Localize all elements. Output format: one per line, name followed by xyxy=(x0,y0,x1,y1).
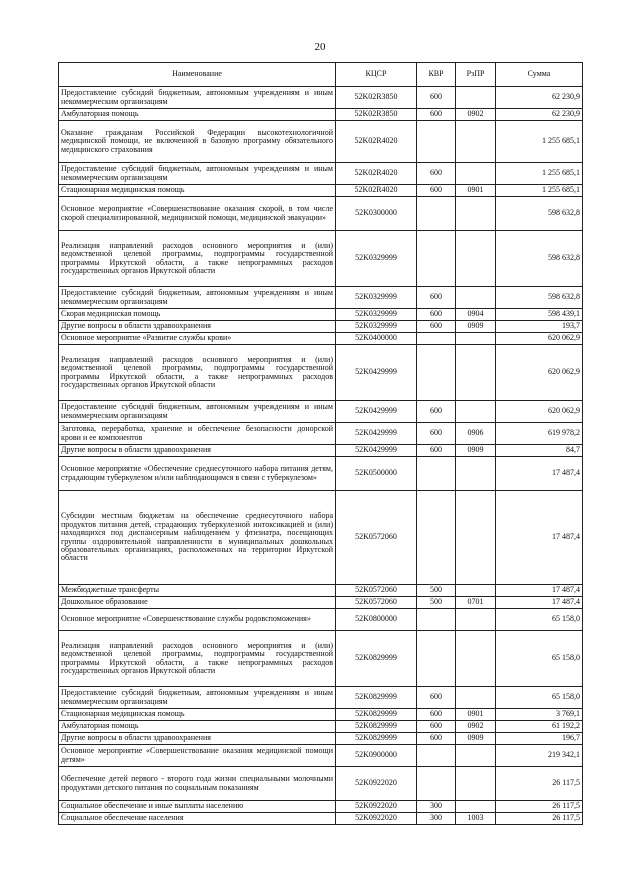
cell-rzpr xyxy=(456,197,496,231)
cell-name: Оказание гражданам Российской Федерации высокотехнологичной медицинской помощи, не включенной в базовую программу обязательного медицинского страхования xyxy=(59,121,336,163)
cell-kcsr: 52K0429999 xyxy=(336,345,417,401)
cell-name: Реализация направлений расходов основного мероприятия и (или) ведомственной целевой программы, подпрограммы государственной программы Иркутской области, а также непрограммных расходов государственных органов Иркутской области xyxy=(59,631,336,687)
cell-name: Реализация направлений расходов основного мероприятия и (или) ведомственной целевой программы, подпрограммы государственной программы Иркутской области, а также непрограммных расходов государственных органов Иркутской области xyxy=(59,345,336,401)
cell-kvr xyxy=(417,631,456,687)
cell-name: Основное мероприятие «Совершенствование оказания скорой, в том числе скорой специализированной, медицинской помощи, медицинской эвакуации» xyxy=(59,197,336,231)
table-row xyxy=(59,231,583,287)
cell-kcsr: 52K02R4020 xyxy=(336,163,417,185)
cell-kvr: 600 xyxy=(417,163,456,185)
cell-name: Предоставление субсидий бюджетным, автономным учреждениям и иным некоммерческим организациям xyxy=(59,287,336,309)
cell-rzpr xyxy=(456,163,496,185)
table-row xyxy=(59,709,583,721)
cell-rzpr xyxy=(456,333,496,345)
cell-rzpr xyxy=(456,687,496,709)
table-row xyxy=(59,597,583,609)
cell-kcsr: 52K0329999 xyxy=(336,321,417,333)
table-row xyxy=(59,813,583,825)
cell-kvr: 600 xyxy=(417,109,456,121)
table-row xyxy=(59,491,583,585)
cell-sum: 62 230,9 xyxy=(496,109,583,121)
cell-sum: 61 192,2 xyxy=(496,721,583,733)
cell-name: Реализация направлений расходов основного мероприятия и (или) ведомственной целевой программы, подпрограммы государственной программы Иркутской области, а также непрограммных расходов государственных органов Иркутской области xyxy=(59,231,336,287)
cell-name: Основное мероприятие «Совершенствование службы родовспоможения» xyxy=(59,609,336,631)
cell-kcsr: 52K02R3850 xyxy=(336,109,417,121)
cell-rzpr: 0909 xyxy=(456,321,496,333)
cell-sum: 26 117,5 xyxy=(496,813,583,825)
cell-kcsr: 52K0829999 xyxy=(336,687,417,709)
table-row xyxy=(59,687,583,709)
cell-sum: 1 255 685,1 xyxy=(496,121,583,163)
cell-kvr: 600 xyxy=(417,309,456,321)
cell-kvr xyxy=(417,333,456,345)
table-header-row xyxy=(59,63,583,87)
cell-sum: 196,7 xyxy=(496,733,583,745)
cell-kcsr: 52K02R3850 xyxy=(336,87,417,109)
cell-sum: 193,7 xyxy=(496,321,583,333)
page-number: 20 xyxy=(314,41,326,53)
cell-rzpr: 0902 xyxy=(456,721,496,733)
cell-name: Дошкольное образование xyxy=(59,597,336,609)
cell-name: Субсидии местным бюджетам на обеспечение среднесуточного набора продуктов питания детей, страдающих туберкулезной интоксикацией и (или) находящихся под диспансерным наблюдением у фтизиатра, посещающих группы оздоровительной направленности в муниципальных дошкольных образовательных организациях, расположенных на территории Иркутской области xyxy=(59,491,336,585)
header-rzpr: РзПР xyxy=(456,63,496,87)
cell-name: Другие вопросы в области здравоохранения xyxy=(59,321,336,333)
cell-kcsr: 52K0922020 xyxy=(336,767,417,801)
cell-sum: 84,7 xyxy=(496,445,583,457)
table-row xyxy=(59,767,583,801)
cell-name: Стационарная медицинская помощь xyxy=(59,185,336,197)
cell-sum: 619 978,2 xyxy=(496,423,583,445)
cell-rzpr xyxy=(456,767,496,801)
cell-sum: 620 062,9 xyxy=(496,401,583,423)
cell-kcsr: 52K0400000 xyxy=(336,333,417,345)
table-row xyxy=(59,345,583,401)
cell-name: Социальное обеспечение населения xyxy=(59,813,336,825)
cell-name: Предоставление субсидий бюджетным, автономным учреждениям и иным некоммерческим организациям xyxy=(59,687,336,709)
cell-name: Амбулаторная помощь xyxy=(59,109,336,121)
table-row xyxy=(59,109,583,121)
cell-name: Основное мероприятие «Развитие службы крови» xyxy=(59,333,336,345)
cell-rzpr xyxy=(456,401,496,423)
cell-rzpr xyxy=(456,287,496,309)
cell-kcsr: 52K0429999 xyxy=(336,445,417,457)
table-row xyxy=(59,197,583,231)
cell-rzpr xyxy=(456,121,496,163)
table-row xyxy=(59,801,583,813)
cell-kcsr: 52K0829999 xyxy=(336,733,417,745)
cell-rzpr: 0701 xyxy=(456,597,496,609)
cell-kcsr: 52K0922020 xyxy=(336,801,417,813)
header-sum: Сумма xyxy=(496,63,583,87)
cell-name: Заготовка, переработка, хранение и обеспечение безопасности донорской крови и ее компонентов xyxy=(59,423,336,445)
cell-kvr xyxy=(417,231,456,287)
cell-sum: 17 487,4 xyxy=(496,491,583,585)
table-row xyxy=(59,585,583,597)
cell-kcsr: 52K0329999 xyxy=(336,309,417,321)
cell-rzpr xyxy=(456,491,496,585)
cell-sum: 26 117,5 xyxy=(496,801,583,813)
table-row xyxy=(59,745,583,767)
table-row xyxy=(59,185,583,197)
cell-kcsr: 52K0429999 xyxy=(336,401,417,423)
cell-kcsr: 52K0300000 xyxy=(336,197,417,231)
header-kcsr: КЦСР xyxy=(336,63,417,87)
table-row xyxy=(59,609,583,631)
cell-name: Межбюджетные трансферты xyxy=(59,585,336,597)
cell-sum: 3 769,1 xyxy=(496,709,583,721)
cell-kvr: 500 xyxy=(417,585,456,597)
cell-kvr: 300 xyxy=(417,801,456,813)
cell-kcsr: 52K0900000 xyxy=(336,745,417,767)
cell-sum: 620 062,9 xyxy=(496,333,583,345)
cell-name: Социальное обеспечение и иные выплаты населению xyxy=(59,801,336,813)
cell-kvr xyxy=(417,491,456,585)
budget-table xyxy=(58,62,583,825)
table-row xyxy=(59,733,583,745)
cell-kvr: 600 xyxy=(417,445,456,457)
cell-rzpr: 0904 xyxy=(456,309,496,321)
cell-rzpr: 0909 xyxy=(456,733,496,745)
cell-rzpr: 0906 xyxy=(456,423,496,445)
cell-kvr: 500 xyxy=(417,597,456,609)
cell-rzpr: 0901 xyxy=(456,709,496,721)
cell-kvr: 600 xyxy=(417,87,456,109)
cell-kcsr: 52K0922020 xyxy=(336,813,417,825)
cell-kcsr: 52K0572060 xyxy=(336,585,417,597)
cell-kvr xyxy=(417,345,456,401)
cell-sum: 1 255 685,1 xyxy=(496,185,583,197)
cell-kvr: 600 xyxy=(417,401,456,423)
table-row xyxy=(59,163,583,185)
cell-sum: 17 487,4 xyxy=(496,457,583,491)
cell-kvr: 600 xyxy=(417,687,456,709)
table-row xyxy=(59,721,583,733)
cell-sum: 65 158,0 xyxy=(496,687,583,709)
cell-sum: 598 632,8 xyxy=(496,197,583,231)
table-row xyxy=(59,457,583,491)
cell-sum: 17 487,4 xyxy=(496,585,583,597)
table-row xyxy=(59,423,583,445)
cell-rzpr xyxy=(456,609,496,631)
cell-kcsr: 52K0500000 xyxy=(336,457,417,491)
cell-sum: 65 158,0 xyxy=(496,609,583,631)
cell-kcsr: 52K0429999 xyxy=(336,423,417,445)
cell-name: Стационарная медицинская помощь xyxy=(59,709,336,721)
cell-rzpr xyxy=(456,745,496,767)
cell-name: Предоставление субсидий бюджетным, автономным учреждениям и иным некоммерческим организациям xyxy=(59,401,336,423)
cell-sum: 65 158,0 xyxy=(496,631,583,687)
cell-kvr xyxy=(417,457,456,491)
cell-name: Скорая медицинская помощь xyxy=(59,309,336,321)
cell-rzpr: 0909 xyxy=(456,445,496,457)
cell-name: Предоставление субсидий бюджетным, автономным учреждениям и иным некоммерческим организациям xyxy=(59,163,336,185)
cell-kcsr: 52K0572060 xyxy=(336,597,417,609)
cell-sum: 17 487,4 xyxy=(496,597,583,609)
cell-kcsr: 52K0572060 xyxy=(336,491,417,585)
cell-rzpr xyxy=(456,457,496,491)
cell-sum: 1 255 685,1 xyxy=(496,163,583,185)
cell-kcsr: 52K0329999 xyxy=(336,287,417,309)
cell-name: Предоставление субсидий бюджетным, автономным учреждениям и иным некоммерческим организациям xyxy=(59,87,336,109)
table-row xyxy=(59,631,583,687)
table-row xyxy=(59,121,583,163)
cell-rzpr xyxy=(456,801,496,813)
table-row xyxy=(59,287,583,309)
cell-name: Обеспечение детей первого - второго года жизни специальными молочными продуктами детского питания по социальным показаниям xyxy=(59,767,336,801)
cell-name: Другие вопросы в области здравоохранения xyxy=(59,733,336,745)
cell-kcsr: 52K0829999 xyxy=(336,709,417,721)
cell-name: Амбулаторная помощь xyxy=(59,721,336,733)
table-row xyxy=(59,321,583,333)
table-row xyxy=(59,401,583,423)
cell-name: Основное мероприятие «Совершенствование оказания медицинской помощи детям» xyxy=(59,745,336,767)
cell-sum: 620 062,9 xyxy=(496,345,583,401)
cell-kvr xyxy=(417,121,456,163)
cell-kcsr: 52K0329999 xyxy=(336,231,417,287)
header-kvr: КВР xyxy=(417,63,456,87)
cell-sum: 598 632,8 xyxy=(496,231,583,287)
cell-kcsr: 52K02R4020 xyxy=(336,185,417,197)
cell-kvr: 600 xyxy=(417,709,456,721)
table-row xyxy=(59,445,583,457)
cell-kvr xyxy=(417,609,456,631)
table-row xyxy=(59,87,583,109)
cell-sum: 598 632,8 xyxy=(496,287,583,309)
cell-kvr: 600 xyxy=(417,287,456,309)
cell-kvr: 600 xyxy=(417,185,456,197)
header-name: Наименование xyxy=(59,63,336,87)
cell-sum: 62 230,9 xyxy=(496,87,583,109)
cell-rzpr: 0902 xyxy=(456,109,496,121)
cell-name: Другие вопросы в области здравоохранения xyxy=(59,445,336,457)
cell-sum: 598 439,1 xyxy=(496,309,583,321)
cell-kcsr: 52K0800000 xyxy=(336,609,417,631)
cell-rzpr xyxy=(456,631,496,687)
cell-rzpr xyxy=(456,231,496,287)
cell-kvr: 600 xyxy=(417,321,456,333)
cell-kvr: 600 xyxy=(417,721,456,733)
cell-kvr xyxy=(417,745,456,767)
cell-rzpr: 1003 xyxy=(456,813,496,825)
cell-kcsr: 52K0829999 xyxy=(336,721,417,733)
cell-kcsr: 52K0829999 xyxy=(336,631,417,687)
table-row xyxy=(59,333,583,345)
cell-sum: 219 342,1 xyxy=(496,745,583,767)
cell-kvr xyxy=(417,197,456,231)
cell-rzpr xyxy=(456,345,496,401)
table-row xyxy=(59,309,583,321)
cell-kvr: 600 xyxy=(417,423,456,445)
cell-kvr: 300 xyxy=(417,813,456,825)
cell-kvr xyxy=(417,767,456,801)
cell-name: Основное мероприятие «Обеспечение среднесуточного набора питания детям, страдающим туберкулезом и/или наблюдающимся в связи с туберкулезом» xyxy=(59,457,336,491)
cell-rzpr: 0901 xyxy=(456,185,496,197)
cell-sum: 26 117,5 xyxy=(496,767,583,801)
cell-rzpr xyxy=(456,585,496,597)
cell-rzpr xyxy=(456,87,496,109)
cell-kcsr: 52K02R4020 xyxy=(336,121,417,163)
cell-kvr: 600 xyxy=(417,733,456,745)
